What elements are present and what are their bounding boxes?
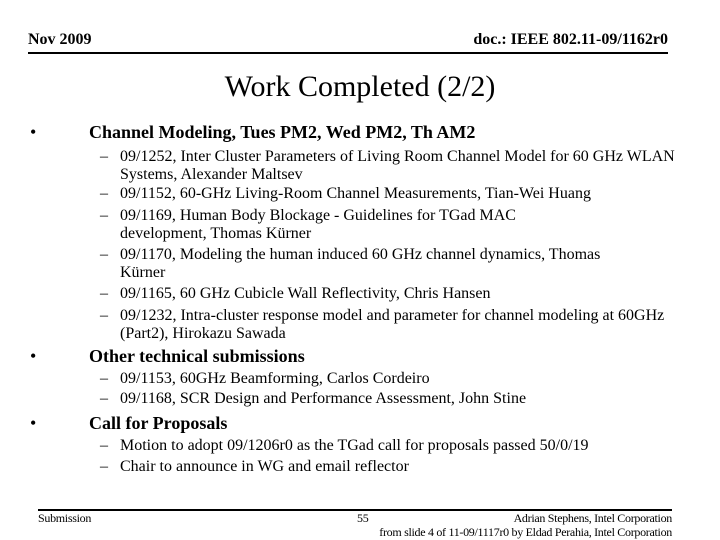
dash-icon: – (100, 285, 108, 302)
slide-title: Work Completed (2/2) (224, 70, 496, 103)
footer-source: from slide 4 of 11-09/1117r0 by Eldad Perahia, Intel Corporation (379, 525, 672, 539)
footer-author: Adrian Stephens, Intel Corporation (513, 511, 672, 525)
section-heading: Other technical submissions (89, 346, 305, 366)
section-heading: Channel Modeling, Tues PM2, Wed PM2, Th AM2 (89, 122, 476, 142)
list-item: 09/1252, Inter Cluster Parameters of Living Room Channel Model for 60 GHz WLAN Systems, Alexander Maltsev (120, 148, 675, 183)
dash-icon: – (100, 307, 108, 324)
footer-page-number: 55 (357, 511, 369, 525)
bullet-icon: • (30, 413, 37, 433)
dash-icon: – (100, 458, 108, 475)
list-item: 09/1169, Human Body Blockage - Guidelines for TGad MAC development, Thomas Kürner (120, 207, 516, 242)
dash-icon: – (100, 148, 108, 165)
dash-icon: – (100, 246, 108, 263)
header-doc-id: doc.: IEEE 802.11-09/1162r0 (473, 31, 668, 48)
list-item: 09/1152, 60-GHz Living-Room Channel Measurements, Tian-Wei Huang (120, 185, 591, 202)
dash-icon: – (100, 207, 108, 224)
list-item: 09/1170, Modeling the human induced 60 GHz channel dynamics, Thomas Kürner (120, 246, 601, 281)
bullet-icon: • (30, 122, 37, 142)
header-date: Nov 2009 (28, 31, 92, 48)
dash-icon: – (100, 390, 108, 407)
section-heading: Call for Proposals (89, 413, 228, 433)
footer-submission: Submission (38, 511, 92, 525)
header-rule (28, 52, 668, 54)
bullet-icon: • (30, 346, 37, 366)
list-item: 09/1232, Intra-cluster response model and parameter for channel modeling at 60GHz (Part2), Hirokazu Sawada (120, 307, 665, 342)
dash-icon: – (100, 437, 108, 454)
dash-icon: – (100, 370, 108, 387)
list-item: 09/1168, SCR Design and Performance Assessment, John Stine (120, 390, 527, 407)
list-item: Motion to adopt 09/1206r0 as the TGad call for proposals passed 50/0/19 (120, 437, 589, 454)
dash-icon: – (100, 185, 108, 202)
list-item: 09/1165, 60 GHz Cubicle Wall Reflectivity, Chris Hansen (120, 285, 491, 302)
list-item: 09/1153, 60GHz Beamforming, Carlos Cordeiro (120, 370, 430, 387)
list-item: Chair to announce in WG and email reflector (120, 458, 409, 475)
